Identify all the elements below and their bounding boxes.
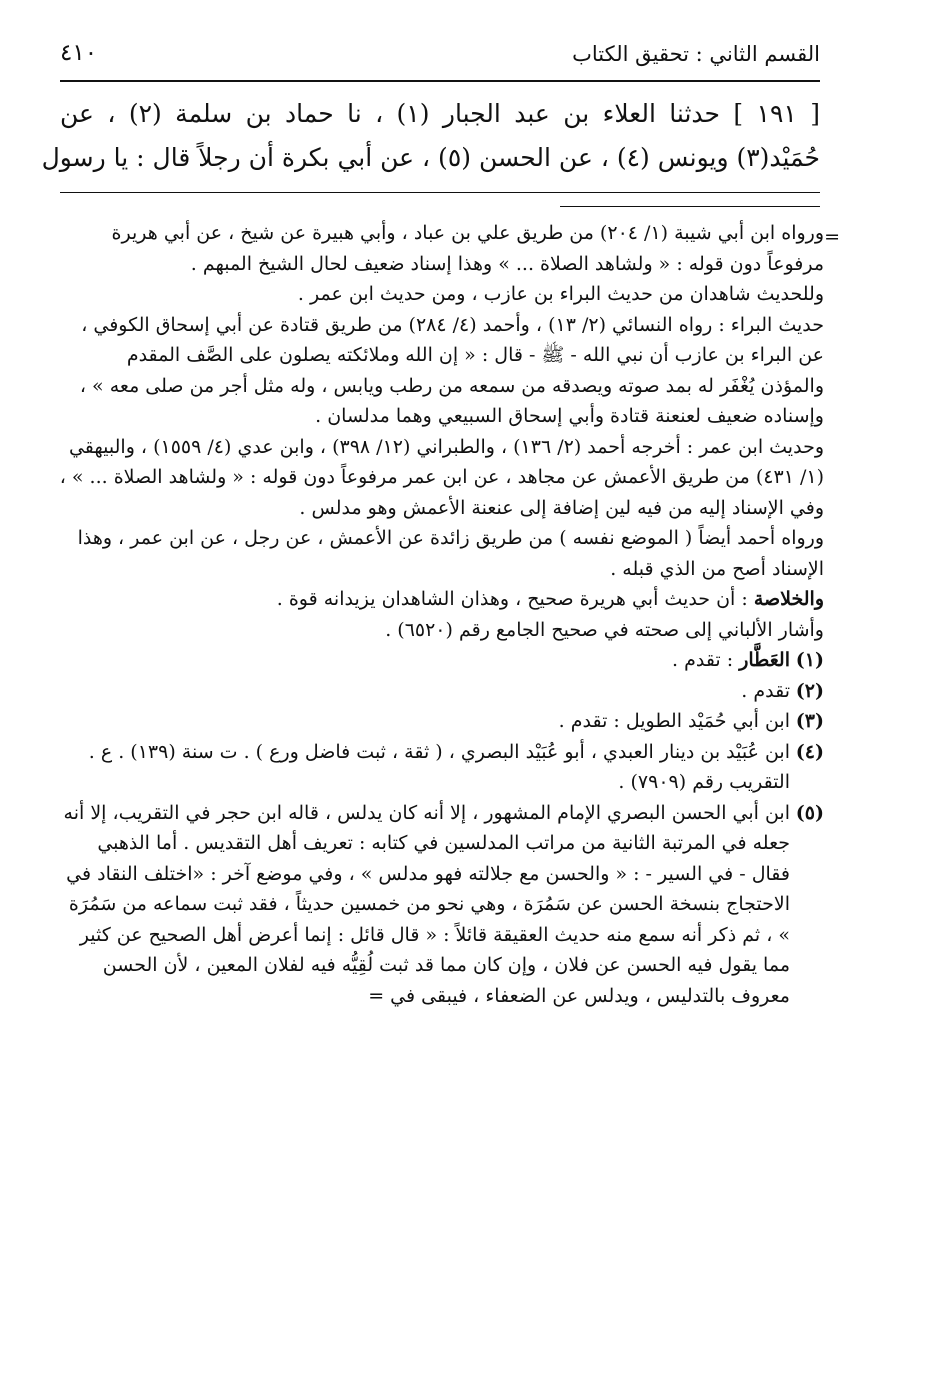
hadith-line: حُمَيْد(٣) ويونس (٤) ، عن الحسن (٥) ، عن أبي بكرة أن رجلاً قال : يا رسول — [41, 143, 820, 172]
footnote-body: ابن عُبَيْد بن دينار العبدي ، أبو عُبَيْد البصري ، ( ثقة ، ثبت فاضل ورع ) . ت سنة (١٣٩) . ع . التقريب رقم (٧٩٠٩) . — [88, 740, 790, 793]
footnote-label: العَطَّار — [739, 649, 790, 671]
footnote-body: : تقدم . — [672, 649, 740, 671]
running-title: القسم الثاني : تحقيق الكتاب — [572, 42, 820, 66]
note-paragraph: ورواه ابن أبي شيبة (١/ ٢٠٤) من طريق علي بن عباد ، وأبي هبيرة عن شيخ ، عن أبي هريرة مرفوعاً دون قوله : « ولشاهد الصلاة ... » وهذا إسناد ضعيف لحال الشيخ المبهم . — [111, 222, 824, 275]
footnote-1 — [58, 645, 824, 676]
footnote-number: (٢) — [795, 679, 824, 702]
footnote-2 — [58, 676, 824, 707]
header-divider — [60, 80, 820, 82]
footnotes-section — [58, 218, 840, 1011]
footnote-3 — [58, 706, 824, 737]
conclusion-text: : أن حديث أبي هريرة صحيح ، وهذان الشاهدان يزيدانه قوة . — [276, 588, 748, 610]
footnote-body: ابن أبي الحسن البصري الإمام المشهور ، إلا أنه كان يدلس ، قاله ابن حجر في التقريب، إلا أنه جعله في المرتبة الثانية من مراتب المدلسين في كتابه : تعريف أهل التقديس . أما الذهبي فقال - في السير - : « والحسن مع جلالته فهو مدلس » ، وفي موضع آخر : «اختلف النقاد في الاحتجاج بنسخة الحسن عن سَمُرَة ، وهي نحو من خمسين حديثاً ، فقد ثبت سماعه من سَمُرَة » ، ثم ذكر أنه سمع منه حديث العقيقة قائلاً : « قال قائل : إنما أعرض أهل الصحيح عن كثير مما يقول فيه الحسن عن فلان ، وإن كان مما قد ثبت لُقِيُّه فيه لفلان المعين ، لأن الحسن معروف بالتدليس ، ويدلس عن الضعفاء ، فيبقى في = — [63, 801, 790, 1007]
note-paragraph: ورواه أحمد أيضاً ( الموضع نفسه ) من طريق زائدة عن الأعمش ، عن رجل ، عن ابن عمر ، وهذا الإسناد أصح من الذي قبله . — [77, 527, 824, 580]
notes-divider-short — [560, 206, 820, 207]
hadith-line: [ ١٩١ ] حدثنا العلاء بن عبد الجبار (١) ، نا حماد بن سلمة (٢) ، عن — [60, 99, 820, 128]
footnote-5 — [58, 798, 824, 1012]
footnote-4 — [58, 737, 824, 798]
footnote-text — [58, 645, 790, 676]
footnote-body: ابن أبي حُمَيْد الطويل : تقدم . — [558, 710, 790, 732]
footnote-number: (٣) — [795, 710, 824, 732]
albani-note: وأشار الألباني إلى صحته في صحيح الجامع رقم (٦٥٢٠) . — [385, 618, 824, 641]
page-number: ٤١٠ — [60, 40, 98, 66]
footnote-number: (٤) — [795, 740, 824, 763]
notes-divider — [60, 192, 820, 193]
conclusion-label: والخلاصة — [753, 588, 824, 610]
hadith-text — [41, 92, 820, 180]
footnote-body: تقدم . — [741, 679, 790, 702]
note-paragraph: حديث البراء : رواه النسائي (٢/ ١٣) ، وأحمد (٤/ ٢٨٤) من طريق قتادة عن أبي إسحاق الكوفي ، عن البراء بن عازب أن نبي الله - ﷺ - قال : « إن الله وملائكته يصلون على الصَّف المقدم والمؤذن يُغْفَر له بمد صوته ويصدقه من سمعه من رطب ويابس ، وله مثل أجر من صلى معه » ، وإسناده ضعيف لعنعنة قتادة وأبي إسحاق السبيعي وهما مدلسان . — [79, 313, 824, 427]
footnote-number: (١) — [795, 649, 824, 671]
page-header — [60, 38, 820, 78]
note-paragraph: وحديث ابن عمر : أخرجه أحمد (٢/ ١٣٦) ، والطبراني (١٢/ ٣٩٨) ، وابن عدي (٤/ ١٥٥٩) ، والبيهقي (١/ ٤٣١) من طريق الأعمش عن مجاهد ، عن ابن عمر مرفوعاً دون قوله : « ولشاهد الصلاة ... » ، وفي الإسناد إليه من فيه لين إضافة إلى عنعنة الأعمش وهو مدلس . — [59, 435, 824, 519]
note-paragraph: وللحديث شاهدان من حديث البراء بن عازب ، ومن حديث ابن عمر . — [297, 283, 824, 305]
conclusion-paragraph — [58, 584, 824, 615]
continuation-mark: = — [824, 226, 840, 248]
footnote-number: (٥) — [795, 801, 824, 824]
